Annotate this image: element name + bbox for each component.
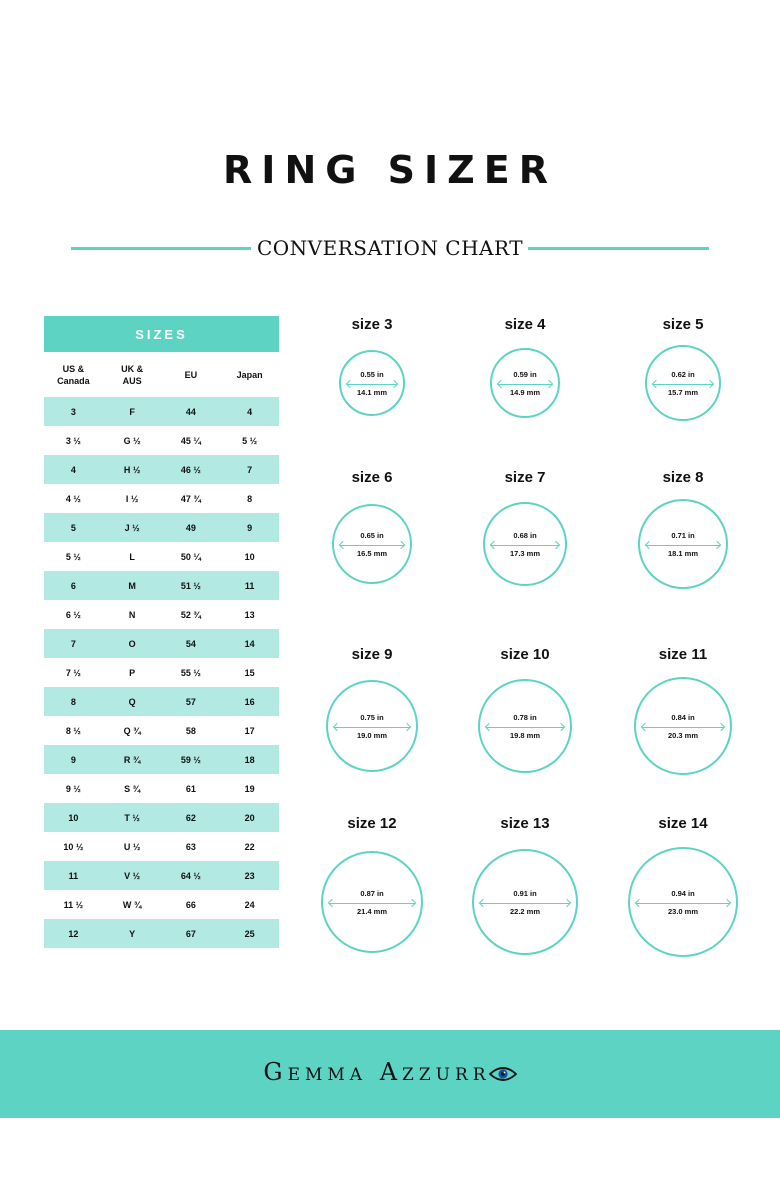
table-cell: 62 bbox=[162, 803, 221, 832]
table-row bbox=[44, 455, 279, 484]
ring-size-label: size 4 bbox=[504, 316, 546, 333]
ring-inches: 0.71 in bbox=[671, 531, 695, 540]
table-row bbox=[44, 484, 279, 513]
brand-name: Gemma Azzurr bbox=[263, 1058, 491, 1086]
table-cell: J ½ bbox=[103, 513, 162, 542]
page-title: RING SIZER bbox=[223, 148, 557, 192]
table-cell: 44 bbox=[162, 397, 221, 426]
table-cell: 46 ½ bbox=[162, 455, 221, 484]
table-cell: 49 bbox=[162, 513, 221, 542]
table-cell: 20 bbox=[220, 803, 279, 832]
diameter-arrow bbox=[498, 384, 552, 385]
table-cell: 9 bbox=[220, 513, 279, 542]
table-cell: 5 ½ bbox=[242, 435, 258, 446]
ring-mm: 18.1 mm bbox=[667, 549, 699, 558]
table-cell: T ½ bbox=[103, 803, 162, 832]
ring-size-label: size 8 bbox=[662, 469, 704, 486]
table-cell: 8 ½ bbox=[65, 725, 81, 736]
table-cell: Y bbox=[103, 919, 162, 948]
ring-size-label: size 3 bbox=[351, 316, 393, 333]
column-header: Japan bbox=[236, 369, 263, 380]
ring-circle bbox=[483, 502, 567, 586]
table-cell: 7 bbox=[44, 629, 103, 658]
table-cell: 17 bbox=[244, 725, 255, 736]
table-cell: 16 bbox=[220, 687, 279, 716]
table-cell: 10 bbox=[44, 803, 103, 832]
ring-mm: 23.0 mm bbox=[667, 907, 699, 916]
ring-circle bbox=[339, 350, 405, 416]
table-row bbox=[44, 629, 279, 658]
table-cell: V ½ bbox=[103, 861, 162, 890]
table-cell: 9 bbox=[44, 745, 103, 774]
ring-inches: 0.91 in bbox=[513, 889, 537, 898]
table-cell: 45 ¼ bbox=[180, 435, 201, 446]
table-cell: P bbox=[129, 667, 136, 678]
table-cell: 14 bbox=[220, 629, 279, 658]
table-cell: 63 bbox=[185, 841, 196, 852]
table-cell: 61 bbox=[185, 783, 196, 794]
ring-mm: 16.5 mm bbox=[356, 549, 388, 558]
table-cell: 11 ½ bbox=[63, 899, 84, 910]
table-cell: 51 ½ bbox=[162, 571, 221, 600]
table-cell: 59 ½ bbox=[162, 745, 221, 774]
ring-circle bbox=[645, 345, 721, 421]
ring-circle bbox=[332, 504, 412, 584]
ring-size-label: size 6 bbox=[351, 469, 393, 486]
table-cell: Q ¾ bbox=[123, 725, 141, 736]
table-cell: 19 bbox=[244, 783, 255, 794]
diameter-arrow bbox=[491, 545, 559, 546]
diameter-arrow bbox=[347, 384, 397, 385]
size-conversion-table bbox=[44, 316, 279, 948]
table-cell: S ¾ bbox=[124, 783, 141, 794]
diameter-arrow bbox=[486, 727, 564, 728]
table-row bbox=[44, 397, 279, 426]
table-cell: L bbox=[129, 551, 135, 562]
table-row bbox=[44, 571, 279, 600]
table-cell: 3 bbox=[44, 397, 103, 426]
ring-mm: 14.1 mm bbox=[356, 388, 388, 397]
diameter-arrow bbox=[340, 545, 404, 546]
ring-mm: 20.3 mm bbox=[667, 731, 699, 740]
table-row bbox=[44, 919, 279, 948]
divider-right bbox=[528, 247, 709, 250]
table-cell: 13 bbox=[244, 609, 255, 620]
ring-inches: 0.75 in bbox=[360, 713, 384, 722]
table-cell: 11 bbox=[220, 571, 279, 600]
table-row bbox=[44, 803, 279, 832]
table-cell: O bbox=[103, 629, 162, 658]
ring-inches: 0.78 in bbox=[513, 713, 537, 722]
ring-circle bbox=[472, 849, 578, 955]
table-cell: G ½ bbox=[123, 435, 141, 446]
table-cell: 7 bbox=[220, 455, 279, 484]
ring-circle bbox=[326, 680, 418, 772]
ring-mm: 15.7 mm bbox=[667, 388, 699, 397]
table-cell: 3 ½ bbox=[65, 435, 81, 446]
diameter-arrow bbox=[480, 903, 570, 904]
column-header: US & Canada bbox=[57, 363, 90, 386]
diameter-arrow bbox=[636, 903, 730, 904]
table-body bbox=[44, 397, 279, 948]
table-row bbox=[44, 426, 279, 455]
table-cell: W ¾ bbox=[122, 899, 142, 910]
ring-circle bbox=[478, 679, 572, 773]
table-cell: 57 bbox=[162, 687, 221, 716]
table-cell: 52 ¾ bbox=[180, 609, 201, 620]
ring-size-label: size 11 bbox=[658, 646, 708, 663]
footer-band bbox=[0, 1030, 780, 1118]
column-header-row bbox=[44, 352, 279, 397]
table-cell: F bbox=[103, 397, 162, 426]
table-cell: 4 ½ bbox=[65, 493, 81, 504]
ring-inches: 0.87 in bbox=[360, 889, 384, 898]
table-cell: 6 bbox=[44, 571, 103, 600]
ring-circle bbox=[634, 677, 732, 775]
ring-inches: 0.62 in bbox=[671, 370, 695, 379]
table-cell: 24 bbox=[244, 899, 255, 910]
table-cell: 4 bbox=[220, 397, 279, 426]
table-row bbox=[44, 542, 279, 571]
ring-circle bbox=[638, 499, 728, 589]
table-cell: 54 bbox=[162, 629, 221, 658]
ring-size-label: size 13 bbox=[500, 815, 550, 832]
table-cell: 15 bbox=[244, 667, 255, 678]
table-cell: 25 bbox=[220, 919, 279, 948]
table-cell: 47 ¾ bbox=[180, 493, 201, 504]
ring-mm: 22.2 mm bbox=[509, 907, 541, 916]
table-cell: 5 bbox=[44, 513, 103, 542]
table-row bbox=[44, 687, 279, 716]
table-cell: 6 ½ bbox=[65, 609, 81, 620]
ring-inches: 0.59 in bbox=[513, 370, 537, 379]
ring-size-label: size 10 bbox=[500, 646, 550, 663]
table-row bbox=[44, 513, 279, 542]
table-cell: 8 bbox=[44, 687, 103, 716]
table-cell: 8 bbox=[247, 493, 253, 504]
table-cell: 7 ½ bbox=[65, 667, 81, 678]
table-cell: 64 ½ bbox=[162, 861, 221, 890]
ring-inches: 0.84 in bbox=[671, 713, 695, 722]
table-cell: 4 bbox=[44, 455, 103, 484]
ring-inches: 0.65 in bbox=[360, 531, 384, 540]
ring-mm: 14.9 mm bbox=[509, 388, 541, 397]
ring-circle bbox=[490, 348, 560, 418]
table-cell: 67 bbox=[162, 919, 221, 948]
ring-size-label: size 5 bbox=[662, 316, 704, 333]
table-cell: 50 ¼ bbox=[180, 551, 201, 562]
ring-mm: 19.0 mm bbox=[356, 731, 388, 740]
table-cell: 22 bbox=[244, 841, 255, 852]
ring-circle bbox=[321, 851, 423, 953]
page-subtitle: CONVERSATION CHART bbox=[256, 236, 524, 260]
table-row bbox=[44, 890, 279, 919]
diameter-arrow bbox=[642, 727, 724, 728]
column-header: EU bbox=[184, 369, 198, 380]
brand-logo bbox=[0, 1058, 780, 1086]
table-row bbox=[44, 774, 279, 803]
table-cell: 5 ½ bbox=[65, 551, 81, 562]
table-cell: 66 bbox=[185, 899, 196, 910]
table-row bbox=[44, 716, 279, 745]
table-row bbox=[44, 861, 279, 890]
ring-mm: 21.4 mm bbox=[356, 907, 388, 916]
table-cell: U ½ bbox=[123, 841, 141, 852]
ring-size-label: size 9 bbox=[351, 646, 393, 663]
table-cell: 12 bbox=[44, 919, 103, 948]
ring-mm: 17.3 mm bbox=[509, 549, 541, 558]
eye-icon bbox=[489, 1065, 517, 1083]
subtitle-row bbox=[0, 236, 780, 262]
ring-mm: 19.8 mm bbox=[509, 731, 541, 740]
table-cell: 58 bbox=[185, 725, 196, 736]
table-cell: M bbox=[103, 571, 162, 600]
table-row bbox=[44, 745, 279, 774]
ring-size-label: size 14 bbox=[658, 815, 708, 832]
ring-size-label: size 12 bbox=[347, 815, 397, 832]
table-cell: 18 bbox=[220, 745, 279, 774]
table-cell: I ½ bbox=[125, 493, 139, 504]
diameter-arrow bbox=[646, 545, 720, 546]
ring-inches: 0.55 in bbox=[360, 370, 384, 379]
diameter-arrow bbox=[653, 384, 713, 385]
table-cell: 55 ½ bbox=[180, 667, 201, 678]
table-cell: 10 ½ bbox=[63, 841, 84, 852]
table-cell: 9 ½ bbox=[65, 783, 81, 794]
table-row bbox=[44, 658, 279, 687]
table-cell: H ½ bbox=[103, 455, 162, 484]
table-row bbox=[44, 600, 279, 629]
table-row bbox=[44, 832, 279, 861]
ring-inches: 0.94 in bbox=[671, 889, 695, 898]
table-title: SIZES bbox=[44, 316, 279, 352]
ring-circle bbox=[628, 847, 738, 957]
table-cell: Q bbox=[103, 687, 162, 716]
ring-inches: 0.68 in bbox=[513, 531, 537, 540]
column-header: UK & AUS bbox=[121, 363, 144, 386]
diameter-arrow bbox=[334, 727, 410, 728]
table-cell: 11 bbox=[44, 861, 103, 890]
table-cell: R ¾ bbox=[103, 745, 162, 774]
table-cell: N bbox=[128, 609, 136, 620]
table-cell: 10 bbox=[244, 551, 255, 562]
table-cell: 23 bbox=[220, 861, 279, 890]
diameter-arrow bbox=[329, 903, 415, 904]
ring-size-label: size 7 bbox=[504, 469, 546, 486]
